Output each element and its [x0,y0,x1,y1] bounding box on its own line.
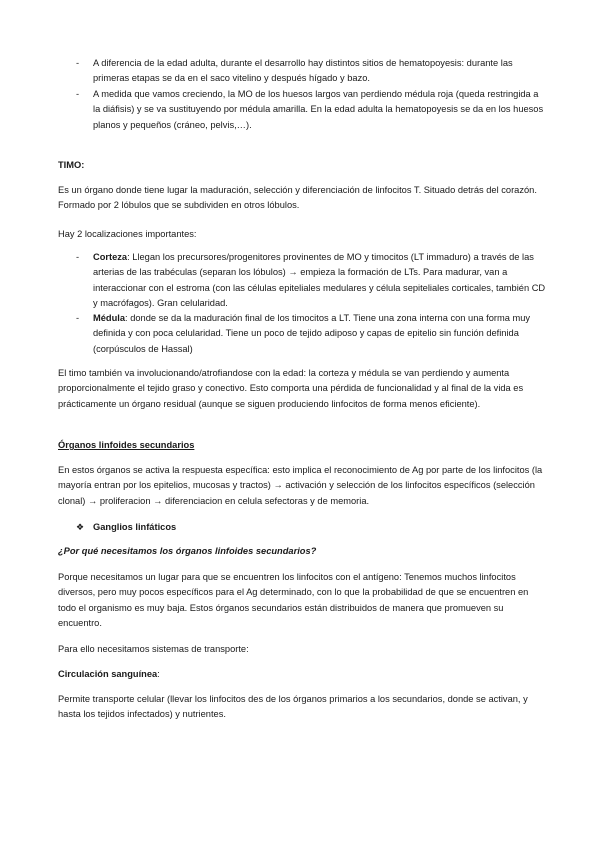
sistemas-transporte: Para ello necesitamos sistemas de transporte: [58,644,249,654]
bullet-medula [93,311,548,357]
respuesta-secundarios: Porque necesitamos un lugar para que se encuentren los linfocitos con el antígeno: Tenemos muchos linfocitos diversos, pero muy pocos específicos para el Ag determinado, con lo que la probabilidad de que se encuentren en todo el organismo es muy baja. Estos órganos secundarios están distribuidos de manera que promueven su encuentro. [58,572,529,628]
bullet-marker: - [76,252,80,262]
bullet-hematopoyesis-desarrollo: A diferencia de la edad adulta, durante el desarrollo hay distintos sitios de hematopoyesis: durante las primeras etapas se da en el saco vitelino y después hígado y bazo. [93,58,513,84]
circulacion-text: Permite transporte celular (llevar los linfocitos des de los órganos primarios a los secundarios, donde se activan, y hasta los tejidos infectados) y nutrientes. [58,694,528,720]
section-heading-timo: TIMO: [58,160,85,170]
ganglios-linfaticos-heading: Ganglios linfáticos [93,522,177,532]
circulacion-colon: : [157,669,160,679]
pregunta-secundarios: ¿Por qué necesitamos los órganos linfoides secundarios? [58,546,317,556]
section-heading-secundarios: Órganos linfoides secundarios [58,440,195,450]
bullet-marker: - [76,313,80,323]
timo-intro: Es un órgano donde tiene lugar la maduración, selección y diferenciación de linfocitos T. Situado detrás del corazón. Formado por 2 lóbulos que se subdividen en otros lóbulos. [58,185,537,211]
timo-involucion: El timo también va involucionando/atrofiandose con la edad: la corteza y médula se van perdiendo y aumenta proporcionalmente el tejido graso y conectivo. Esto comporta una pérdida de funcionalidad y al final de la vida es prácticamente un órgano residual (aunque se siguen produciendo linfocitos de forma menos eficiente). [58,368,524,409]
bullet-marker: - [76,89,80,99]
term-medula: Médula [93,313,126,323]
term-corteza: Corteza [93,252,128,262]
bullet-medula-roja: A medida que vamos creciendo, la MO de los huesos largos van perdiendo médula roja (queda restringida a la diáfisis) y se va sustituyendo por médula amarilla. En la edad adulta la hematopoyesis se da en los huesos planos y pequeños (cráneo, pelvis,…). [93,89,544,130]
timo-localizaciones: Hay 2 localizaciones importantes: [58,229,197,239]
bullet-corteza [93,250,548,311]
circulacion-heading: Circulación sanguínea [58,669,158,679]
secundarios-intro: En estos órganos se activa la respuesta específica: esto implica el reconocimiento de Ag por parte de los linfocitos (la mayoría entran por los epitelios, mucosas y tractos) → activación y selección de los linfocitos específicos (selección clonal) → proliferacion → diferenciacion en celula sefectoras y de memoria. [58,465,543,506]
diamond-bullet-icon: ❖ [76,522,85,532]
medula-text: : donde se da la maduración final de los timocitos a LT. Tiene una zona interna con una forma muy definida y con poca celularidad. Tiene un poco de tejido adiposo y capas de epitelio sin función definida (corpúsculos de Hassal) [93,313,531,354]
corteza-text: : Llegan los precursores/progenitores provinentes de MO y timocitos (LT immaduro) a través de las arterias de las trabéculas (separan los lóbulos) → empieza la formación de LTs. Para madurar, van a interaccionar con el estroma (con las células epiteliales medulares y célula sepiteliales corticales, también CD y macrófagos). Gran celularidad. [93,252,546,308]
bullet-marker: - [76,58,80,68]
circulacion-heading-line [58,667,548,682]
